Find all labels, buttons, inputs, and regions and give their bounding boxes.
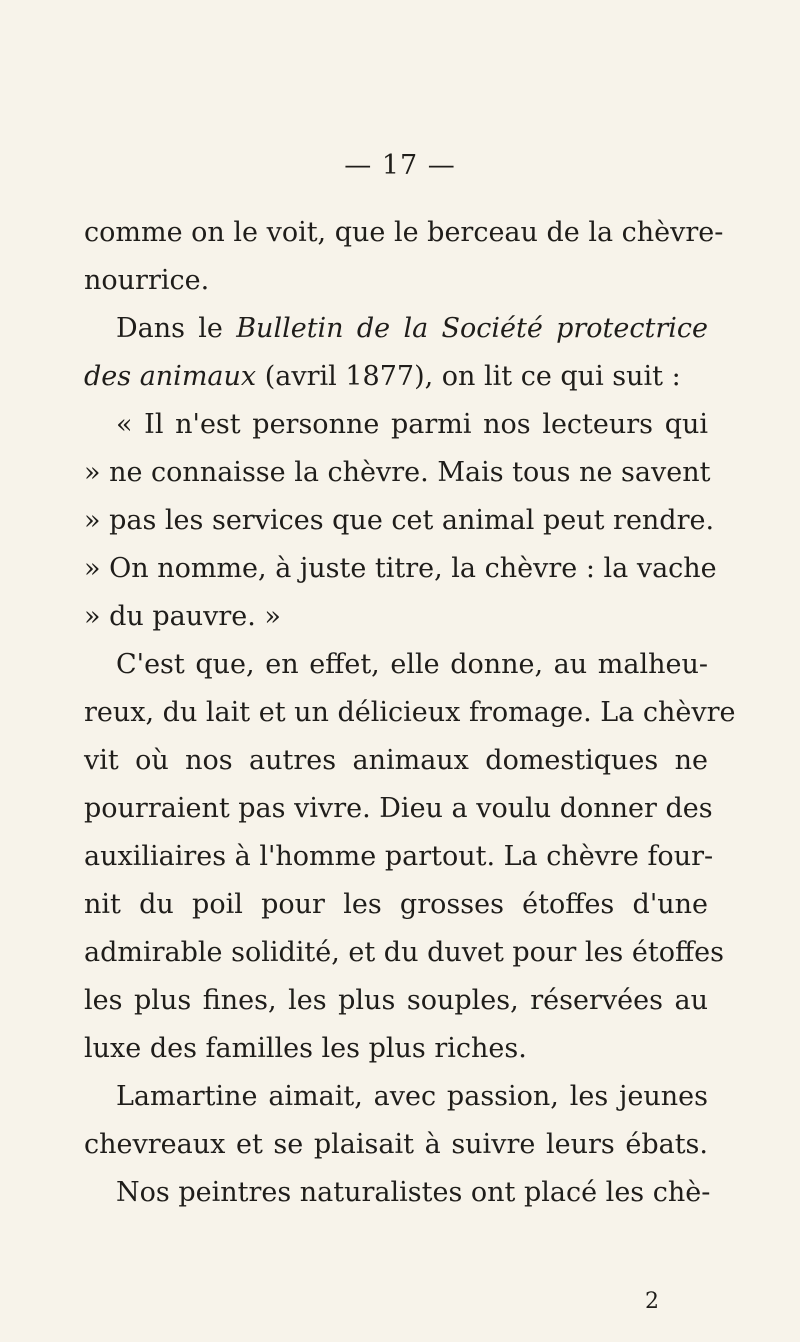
text-line: les plus fines, les plus souples, réservées au — [84, 985, 708, 1016]
text-fragment: Dans le — [116, 313, 237, 344]
page-number: — 17 — — [344, 150, 456, 181]
text-line: chevreaux et se plaisait à suivre leurs ébats. — [84, 1129, 708, 1160]
signature-mark: 2 — [645, 1289, 659, 1314]
quote-line: » ne connaisse la chèvre. Mais tous ne savent — [84, 457, 711, 488]
journal-title: des animaux — [84, 361, 257, 392]
text-line: C'est que, en effet, elle donne, au malheu- — [116, 649, 708, 680]
text-line: nourrice. — [84, 265, 210, 296]
text-line: Nos peintres naturalistes ont placé les chè- — [116, 1177, 711, 1208]
quote-line: » On nomme, à juste titre, la chèvre : la vache — [84, 553, 717, 584]
text-line — [116, 311, 708, 347]
text-line: admirable solidité, et du duvet pour les étoffes — [84, 937, 724, 968]
quote-line: » du pauvre. » — [84, 601, 281, 632]
text-line: comme on le voit, que le berceau de la chèvre- — [84, 217, 724, 248]
text-line: luxe des familles les plus riches. — [84, 1033, 527, 1064]
text-line: Lamartine aimait, avec passion, les jeunes — [116, 1081, 708, 1112]
journal-title: Bulletin de la Société protectrice — [236, 313, 708, 344]
quote-line: » pas les services que cet animal peut rendre. — [84, 505, 715, 536]
text-line — [84, 359, 681, 395]
text-fragment: (avril 1877), on lit ce qui suit : — [256, 361, 681, 392]
text-line: pourraient pas vivre. Dieu a voulu donner des — [84, 793, 713, 824]
text-line: reux, du lait et un délicieux fromage. La chèvre — [84, 697, 736, 728]
text-line: auxiliaires à l'homme partout. La chèvre four- — [84, 841, 714, 872]
text-line: nit du poil pour les grosses étoffes d'une — [84, 889, 708, 920]
quote-line: « Il n'est personne parmi nos lecteurs qui — [116, 409, 708, 440]
text-line: vit où nos autres animaux domestiques ne — [84, 745, 708, 776]
